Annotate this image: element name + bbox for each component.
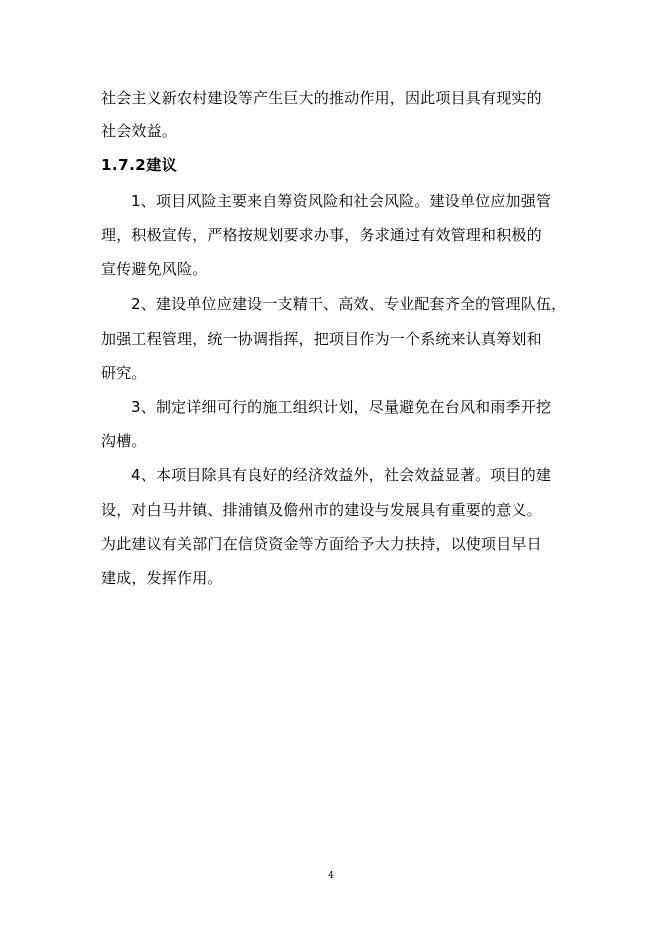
recommendation-4-line-3: 为此建议有关部门在信贷资金等方面给予大力扶持，以使项目早日 (101, 535, 542, 553)
recommendation-3-line-1: 3、制定详细可行的施工组织计划，尽量避免在台风和雨季开挖 (131, 398, 552, 416)
recommendation-1-line-2: 理，积极宣传，严格按规划要求办事，务求通过有效管理和积极的 (101, 226, 542, 244)
recommendation-3-line-2: 沟槽。 (101, 432, 147, 450)
recommendation-2-line-3: 研究。 (101, 364, 147, 382)
recommendation-4-line-4: 建成，发挥作用。 (101, 569, 223, 587)
recommendation-4-line-2: 设，对白马井镇、排浦镇及儋州市的建设与发展具有重要的意义。 (101, 501, 542, 519)
recommendation-2-line-2: 加强工程管理，统一协调指挥，把项目作为一个系统来认真筹划和 (101, 330, 542, 348)
section-heading: 1.7.2建议 (101, 156, 178, 174)
intro-line-2: 社会效益。 (101, 122, 178, 140)
intro-line-1: 社会主义新农村建设等产生巨大的推动作用，因此项目具有现实的 (101, 89, 542, 107)
recommendation-1-line-3: 宣传避免风险。 (101, 260, 208, 278)
recommendation-1-line-1: 1、项目风险主要来自筹资风险和社会风险。建设单位应加强管 (131, 192, 552, 210)
recommendation-2-line-1: 2、建设单位应建设一支精干、高效、专业配套齐全的管理队伍， (131, 295, 567, 313)
recommendation-4-line-1: 4、本项目除具有良好的经济效益外，社会效益显著。项目的建 (131, 466, 552, 484)
page-number: 4 (328, 871, 334, 881)
